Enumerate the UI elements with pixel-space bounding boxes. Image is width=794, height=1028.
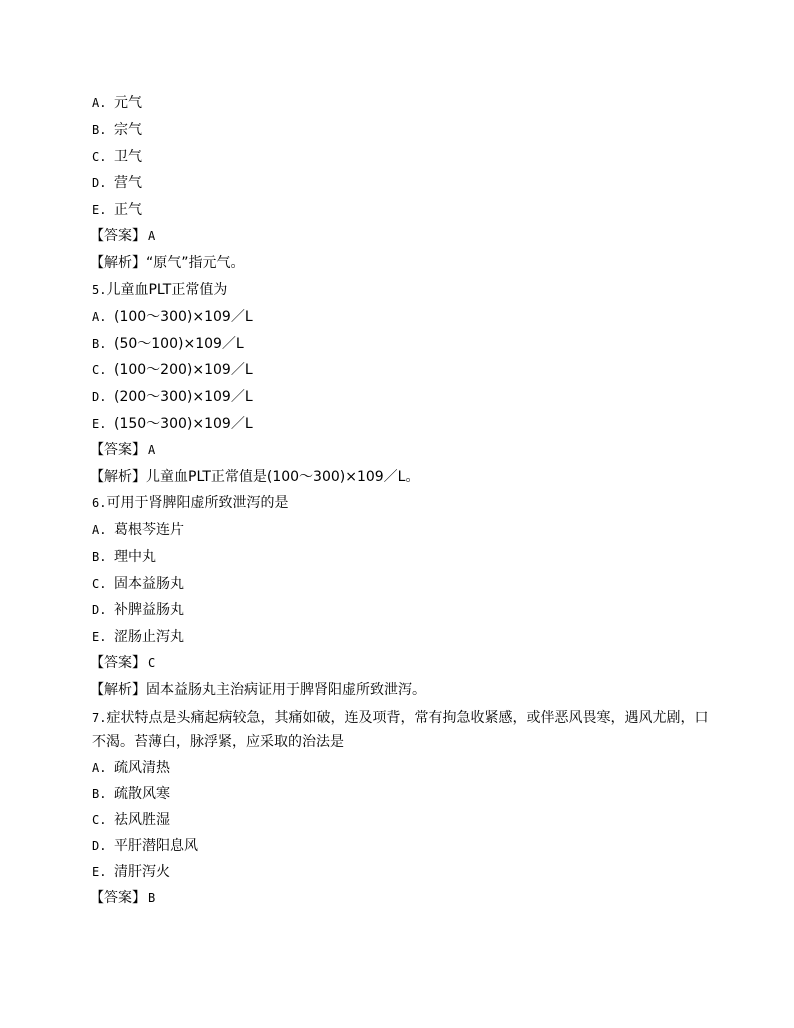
q6-analysis bbox=[90, 682, 426, 698]
question-number: 6. bbox=[92, 496, 107, 510]
option-text: (150～300)×109／L bbox=[114, 416, 253, 432]
q4-option-e bbox=[92, 202, 142, 218]
option-letter: A. bbox=[92, 96, 107, 110]
option-text: (100～200)×109／L bbox=[114, 362, 253, 378]
q6-option-e bbox=[92, 629, 184, 645]
question-stem: 儿童血PLT正常值为 bbox=[106, 282, 228, 298]
option-text: (200～300)×109／L bbox=[114, 389, 253, 405]
question-number: 5. bbox=[92, 283, 107, 297]
q6-answer bbox=[90, 655, 155, 671]
option-text: 祛风胜湿 bbox=[114, 812, 170, 828]
option-letter: C. bbox=[92, 577, 107, 591]
option-letter: D. bbox=[92, 390, 107, 404]
answer-value: C bbox=[148, 656, 156, 670]
option-letter: D. bbox=[92, 176, 107, 190]
option-letter: C. bbox=[92, 150, 107, 164]
option-letter: D. bbox=[92, 839, 107, 853]
option-letter: B. bbox=[92, 787, 107, 801]
option-text: 营气 bbox=[114, 175, 142, 191]
option-text: 理中丸 bbox=[114, 549, 156, 565]
q5-option-b bbox=[92, 336, 244, 352]
answer-value: A bbox=[148, 229, 156, 243]
q7-option-b bbox=[92, 786, 170, 802]
option-text: 补脾益肠丸 bbox=[114, 602, 184, 618]
analysis-text: 儿童血PLT正常值是(100～300)×109／L。 bbox=[146, 469, 420, 485]
q5-answer bbox=[90, 442, 155, 458]
q6-option-d bbox=[92, 602, 184, 618]
answer-value: B bbox=[148, 891, 156, 905]
option-text: (100～300)×109／L bbox=[114, 309, 253, 325]
option-letter: A. bbox=[92, 310, 107, 324]
question-number: 7. bbox=[92, 711, 107, 725]
q5-option-d bbox=[92, 389, 253, 405]
q6-option-a bbox=[92, 522, 184, 538]
q4-answer bbox=[90, 228, 155, 244]
option-letter: D. bbox=[92, 603, 107, 617]
q4-option-a bbox=[92, 95, 142, 111]
option-letter: E. bbox=[92, 417, 107, 431]
q6-option-b bbox=[92, 549, 156, 565]
option-text: 宗气 bbox=[114, 122, 142, 138]
option-text: 疏散风寒 bbox=[114, 786, 170, 802]
option-letter: A. bbox=[92, 761, 107, 775]
q5-option-c bbox=[92, 362, 253, 378]
q5-stem bbox=[92, 282, 227, 298]
option-text: (50～100)×109／L bbox=[114, 336, 244, 352]
q4-option-d bbox=[92, 175, 142, 191]
analysis-tag: 【解析】 bbox=[90, 682, 146, 698]
option-text: 正气 bbox=[114, 202, 142, 218]
question-stem: 症状特点是头痛起病较急，其痛如破，连及项背，常有拘急收紧感，或伴恶风畏寒，遇风尤剧，口不渴。苔薄白，脉浮紧，应采取的治法是 bbox=[92, 710, 709, 750]
q7-option-d bbox=[92, 838, 198, 854]
analysis-tag: 【解析】 bbox=[90, 255, 146, 271]
answer-value: A bbox=[148, 443, 156, 457]
q7-option-c bbox=[92, 812, 170, 828]
option-letter: A. bbox=[92, 523, 107, 537]
option-letter: B. bbox=[92, 337, 107, 351]
q4-option-b bbox=[92, 122, 142, 138]
option-text: 平肝潜阳息风 bbox=[114, 838, 198, 854]
q5-option-a bbox=[92, 309, 253, 325]
option-text: 清肝泻火 bbox=[114, 864, 170, 880]
option-letter: E. bbox=[92, 203, 107, 217]
q6-option-c bbox=[92, 576, 184, 592]
q5-analysis bbox=[90, 469, 420, 485]
analysis-text: “原气”指元气。 bbox=[146, 255, 245, 271]
option-text: 葛根芩连片 bbox=[114, 522, 184, 538]
answer-tag: 【答案】 bbox=[90, 442, 146, 458]
answer-tag: 【答案】 bbox=[90, 655, 146, 671]
q5-option-e bbox=[92, 416, 253, 432]
q6-stem bbox=[92, 495, 288, 511]
q7-option-a bbox=[92, 760, 170, 776]
q4-analysis bbox=[90, 255, 245, 271]
option-text: 卫气 bbox=[114, 149, 142, 165]
q7-answer bbox=[90, 890, 155, 906]
q4-option-c bbox=[92, 149, 142, 165]
q7-stem bbox=[92, 706, 712, 754]
analysis-tag: 【解析】 bbox=[90, 469, 146, 485]
option-text: 固本益肠丸 bbox=[114, 576, 184, 592]
analysis-text: 固本益肠丸主治病证用于脾肾阳虚所致泄泻。 bbox=[146, 682, 426, 698]
option-text: 元气 bbox=[114, 95, 142, 111]
question-stem: 可用于肾脾阳虚所致泄泻的是 bbox=[106, 495, 289, 511]
option-text: 涩肠止泻丸 bbox=[114, 629, 184, 645]
option-letter: B. bbox=[92, 550, 107, 564]
answer-tag: 【答案】 bbox=[90, 228, 146, 244]
option-letter: E. bbox=[92, 630, 107, 644]
option-letter: B. bbox=[92, 123, 107, 137]
option-letter: C. bbox=[92, 363, 107, 377]
option-text: 疏风清热 bbox=[114, 760, 170, 776]
q7-option-e bbox=[92, 864, 170, 880]
answer-tag: 【答案】 bbox=[90, 890, 146, 906]
option-letter: C. bbox=[92, 813, 107, 827]
option-letter: E. bbox=[92, 865, 107, 879]
